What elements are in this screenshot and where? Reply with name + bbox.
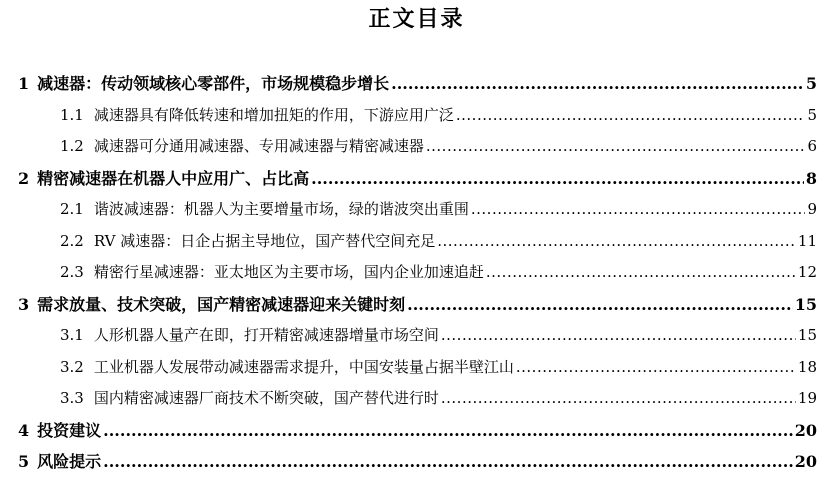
toc-entry-page: 15	[797, 326, 817, 344]
toc-entry-2-2[interactable]	[18, 226, 817, 258]
table-of-contents	[18, 68, 817, 478]
toc-entry-number: 4	[18, 420, 30, 440]
dot-leader	[441, 320, 796, 352]
toc-entry-title: 国内精密减速器厂商技术不断突破，国产替代进行时	[93, 389, 439, 407]
toc-entry-4[interactable]	[18, 415, 817, 447]
toc-entry-page: 12	[797, 263, 817, 281]
toc-entry-1-1[interactable]	[18, 100, 817, 132]
dot-leader	[391, 68, 804, 100]
toc-entry-2[interactable]	[18, 163, 817, 195]
dot-leader	[407, 289, 793, 321]
toc-entry-title: 投资建议	[37, 420, 102, 440]
dot-leader	[516, 352, 796, 384]
toc-entry-number: 2.1	[60, 200, 84, 218]
toc-entry-page: 19	[797, 389, 817, 407]
toc-entry-number: 3.3	[60, 389, 84, 407]
toc-entry-number: 3.2	[60, 357, 84, 376]
toc-entry-3-1[interactable]	[18, 320, 817, 352]
toc-entry-number: 1.2	[60, 137, 84, 155]
toc-entry-number: 3	[18, 294, 30, 314]
dot-leader	[441, 383, 796, 415]
toc-entry-title: 精密减速器在机器人中应用广、占比高	[37, 168, 310, 188]
dot-leader	[456, 100, 806, 132]
toc-entry-number: 3.1	[60, 326, 84, 344]
dot-leader	[486, 257, 796, 289]
toc-entry-number: 1	[18, 74, 30, 93]
toc-entry-5[interactable]	[18, 446, 817, 478]
toc-entry-page: 11	[797, 231, 817, 250]
toc-entry-title: 精密行星减速器：亚太地区为主要市场，国内企业加速追赶	[93, 263, 484, 281]
toc-entry-page: 20	[794, 452, 817, 471]
toc-entry-title: 减速器：传动领域核心零部件，市场规模稳步增长	[37, 74, 390, 93]
dot-leader	[426, 131, 806, 163]
toc-entry-3-3[interactable]	[18, 383, 817, 415]
toc-entry-page: 9	[807, 200, 817, 218]
toc-entry-3-2[interactable]	[18, 352, 817, 384]
toc-entry-page: 20	[794, 420, 817, 440]
toc-entry-title: RV 减速器：日企占据主导地位，国产替代空间充足	[93, 231, 436, 250]
toc-entry-title: 风险提示	[37, 452, 102, 471]
toc-entry-title: 人形机器人量产在即，打开精密减速器增量市场空间	[93, 326, 439, 344]
page-title: 正文目录	[368, 6, 465, 32]
toc-entry-2-1[interactable]	[18, 194, 817, 226]
toc-entry-1[interactable]	[18, 68, 817, 100]
toc-entry-number: 2	[18, 168, 30, 188]
dot-leader	[103, 446, 793, 478]
dot-leader	[437, 226, 796, 258]
toc-entry-page: 8	[805, 168, 817, 188]
toc-entry-title: 需求放量、技术突破，国产精密减速器迎来关键时刻	[37, 294, 406, 314]
toc-entry-page: 5	[807, 105, 817, 124]
dot-leader	[103, 415, 793, 447]
toc-entry-title: 减速器具有降低转速和增加扭矩的作用，下游应用广泛	[93, 105, 454, 124]
toc-entry-title: 工业机器人发展带动减速器需求提升，中国安装量占据半壁江山	[93, 357, 514, 376]
toc-entry-number: 1.1	[60, 105, 84, 124]
toc-entry-title: 谐波减速器：机器人为主要增量市场，绿的谐波突出重围	[93, 200, 469, 218]
toc-entry-2-3[interactable]	[18, 257, 817, 289]
toc-entry-3[interactable]	[18, 289, 817, 321]
toc-entry-number: 2.3	[60, 263, 84, 281]
toc-entry-1-2[interactable]	[18, 131, 817, 163]
toc-entry-page: 15	[794, 294, 817, 314]
toc-entry-page: 5	[805, 74, 817, 93]
toc-entry-page: 18	[797, 357, 817, 376]
dot-leader	[311, 163, 804, 195]
toc-entry-number: 2.2	[60, 231, 84, 250]
toc-entry-title: 减速器可分通用减速器、专用减速器与精密减速器	[93, 137, 424, 155]
toc-entry-page: 6	[807, 137, 817, 155]
toc-entry-number: 5	[18, 452, 30, 471]
dot-leader	[471, 194, 806, 226]
